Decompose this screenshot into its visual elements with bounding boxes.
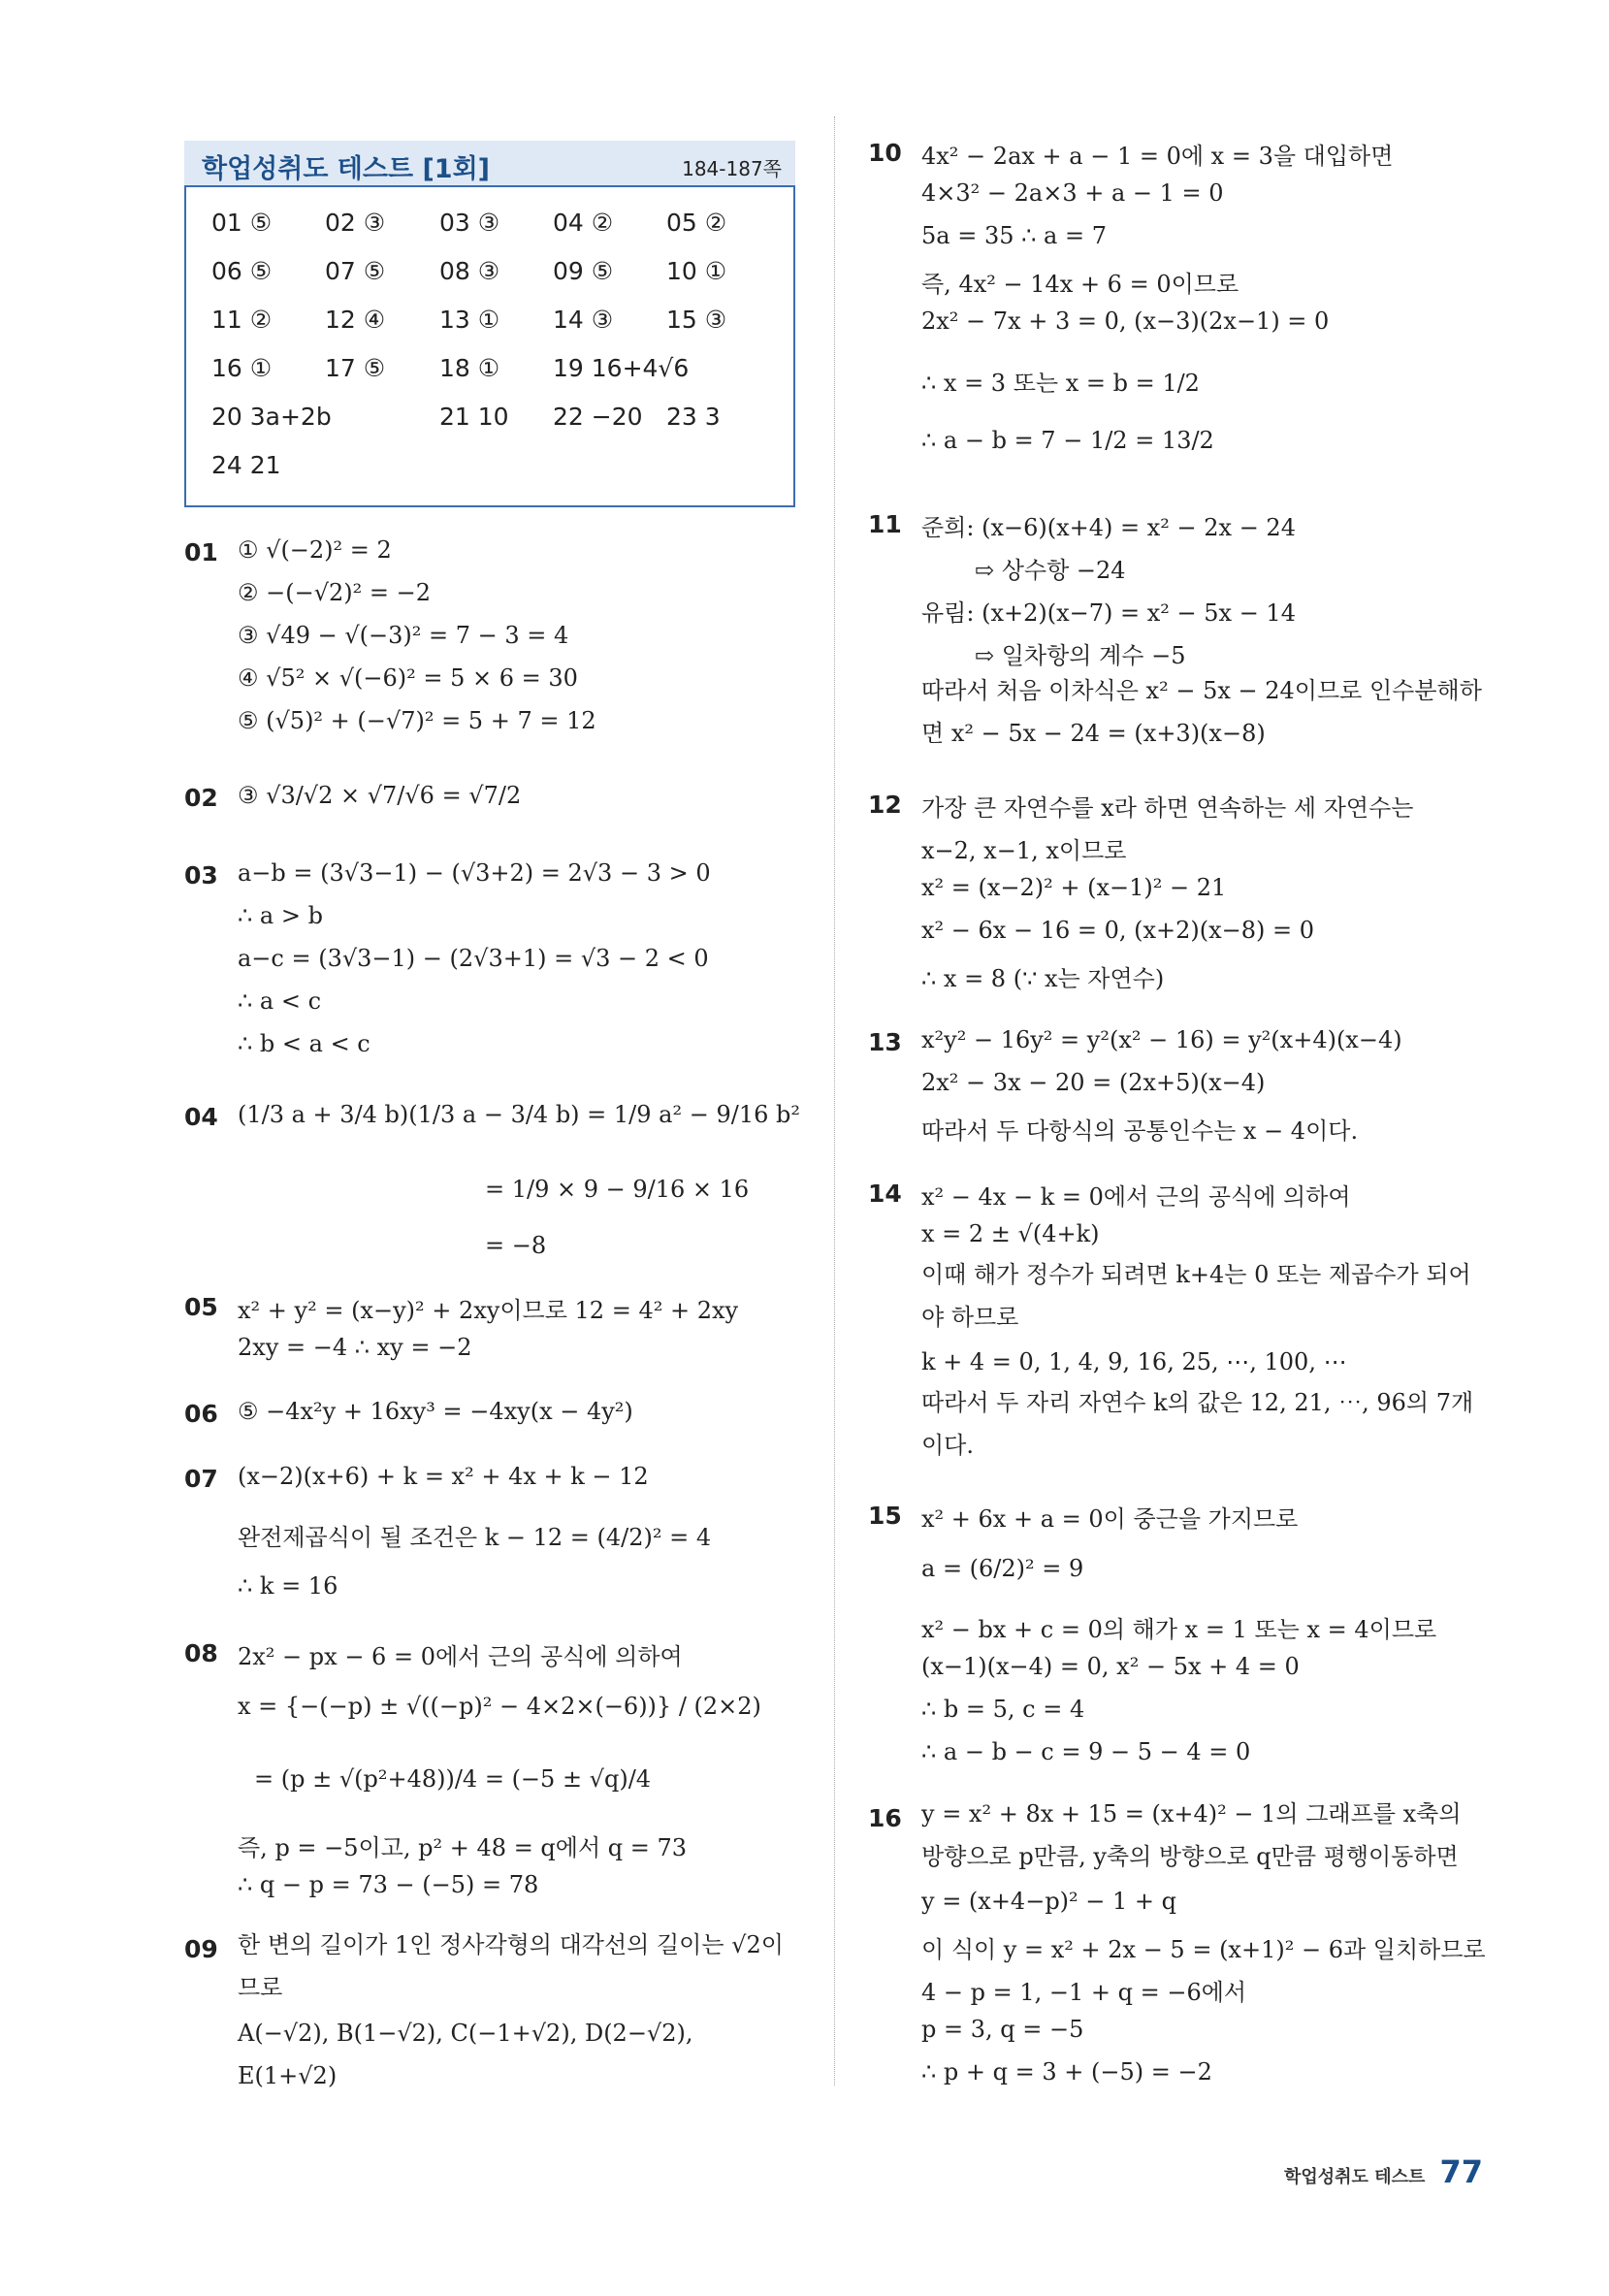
solution-line: x²y² − 16y² = y²(x² − 16) = y²(x+4)(x−4) — [921, 1026, 1402, 1053]
solution-paragraph: 한 변의 길이가 1인 정사각형의 대각선의 길이는 √2이므로 — [238, 1931, 784, 2001]
answer-item: 14 ③ — [553, 306, 614, 334]
problem-number: 07 — [184, 1465, 218, 1493]
solution-line: 2xy = −4 ∴ xy = −2 — [238, 1334, 472, 1361]
answer-item: 20 3a+2b — [211, 403, 332, 431]
page-number: 77 — [1439, 2153, 1483, 2190]
solution-line: 4x² − 2ax + a − 1 = 0에 x = 3을 대입하면 — [921, 143, 1394, 170]
answer-item: 18 ① — [439, 354, 500, 382]
solution-line: ③ √49 − √(−3)² = 7 − 3 = 4 — [238, 622, 569, 649]
problem-number: 06 — [184, 1400, 218, 1428]
solution-line: ⇨ 일차항의 계수 −5 — [975, 642, 1186, 669]
problem-number: 15 — [868, 1502, 902, 1530]
solution-line: p = 3, q = −5 — [921, 2016, 1084, 2043]
solution-line: ④ √5² × √(−6)² = 5 × 6 = 30 — [238, 664, 578, 692]
answer-item: 15 ③ — [666, 306, 727, 334]
solution-line: = −8 — [485, 1232, 547, 1259]
page-footer — [1284, 2153, 1483, 2190]
solution-line: a−c = (3√3−1) − (2√3+1) = √3 − 2 < 0 — [238, 945, 709, 972]
solution-line: 2x² − 3x − 20 = (2x+5)(x−4) — [921, 1069, 1266, 1096]
problem-number: 09 — [184, 1935, 218, 1963]
solution-line: 준희: (x−6)(x+4) = x² − 2x − 24 — [921, 514, 1296, 541]
answer-item: 07 ⑤ — [325, 257, 386, 285]
solution-line: ② −(−√2)² = −2 — [238, 579, 432, 606]
solution-line: x² = (x−2)² + (x−1)² − 21 — [921, 874, 1227, 901]
solution-line: ∴ k = 16 — [238, 1572, 338, 1600]
problem-number: 03 — [184, 861, 218, 889]
solution-line: a = (6/2)² = 9 — [921, 1555, 1084, 1582]
answer-item: 16 ① — [211, 354, 273, 382]
solution-line: k + 4 = 0, 1, 4, 9, 16, 25, ⋯, 100, ⋯ — [921, 1348, 1347, 1375]
solution-paragraph: y = x² + 8x + 15 = (x+4)² − 1의 그래프를 x축의 방향으로 p만큼, y축의 방향으로 q만큼 평행이동하면 — [921, 1800, 1462, 1870]
solution-line: ⑤ (√5)² + (−√7)² = 5 + 7 = 12 — [238, 707, 596, 734]
solution-line: x² − 6x − 16 = 0, (x+2)(x−8) = 0 — [921, 917, 1315, 944]
solution-line: ∴ x = 3 또는 x = b = 1/2 — [921, 370, 1200, 397]
answer-item: 01 ⑤ — [211, 209, 273, 237]
solution-paragraph: 이때 해가 정수가 되려면 k+4는 0 또는 제곱수가 되어야 하므로 — [921, 1261, 1471, 1331]
solution-line: y = (x+4−p)² − 1 + q — [921, 1888, 1177, 1915]
solution-line: ∴ a − b − c = 9 − 5 − 4 = 0 — [921, 1738, 1251, 1765]
answer-item: 24 21 — [211, 451, 281, 479]
problem-number: 10 — [868, 139, 902, 167]
solution-line: ∴ a − b = 7 − 1/2 = 13/2 — [921, 427, 1214, 454]
solution-line: A(−√2), B(1−√2), C(−1+√2), D(2−√2), — [238, 2020, 693, 2047]
solution-line: E(1+√2) — [238, 2062, 338, 2089]
solution-line: 따라서 두 다항식의 공통인수는 x − 4이다. — [921, 1117, 1359, 1145]
problem-number: 08 — [184, 1639, 218, 1667]
solution-line: = (p ± √(p²+48))/4 = (−5 ± √q)/4 — [254, 1765, 652, 1793]
problem-number: 16 — [868, 1804, 902, 1832]
solution-line: x = {−(−p) ± √((−p)² − 4×2×(−6))} / (2×2) — [238, 1693, 761, 1720]
column-divider — [834, 116, 835, 2086]
problem-number: 12 — [868, 791, 902, 819]
solution-line: x² − bx + c = 0의 해가 x = 1 또는 x = 4이므로 — [921, 1616, 1437, 1643]
solution-line: ∴ q − p = 73 − (−5) = 78 — [238, 1871, 539, 1898]
solution-line: ∴ b = 5, c = 4 — [921, 1696, 1085, 1723]
answer-key-grid — [184, 185, 795, 507]
solution-line: x² + 6x + a = 0이 중근을 가지므로 — [921, 1505, 1299, 1533]
answer-item: 23 3 — [666, 403, 721, 431]
answer-item: 22 −20 — [553, 403, 643, 431]
answer-item: 05 ② — [666, 209, 727, 237]
solution-line: 이 식이 y = x² + 2x − 5 = (x+1)² − 6과 일치하므로 — [921, 1936, 1486, 1963]
solution-line: 완전제곱식이 될 조건은 k − 12 = (4/2)² = 4 — [238, 1524, 712, 1551]
solution-line: = 1/9 × 9 − 9/16 × 16 — [485, 1176, 750, 1203]
answer-item: 10 ① — [666, 257, 727, 285]
solution-line: 2x² − 7x + 3 = 0, (x−3)(2x−1) = 0 — [921, 307, 1330, 335]
answer-item: 11 ② — [211, 306, 273, 334]
answer-item: 08 ③ — [439, 257, 500, 285]
answer-box-pages: 184-187쪽 — [682, 157, 782, 180]
solution-line: (1/3 a + 3/4 b)(1/3 a − 3/4 b) = 1/9 a² − 9/16 b² — [238, 1101, 800, 1128]
problem-number: 14 — [868, 1180, 902, 1208]
problem-number: 04 — [184, 1103, 218, 1131]
solution-line: 즉, p = −5이고, p² + 48 = q에서 q = 73 — [238, 1834, 688, 1861]
solution-line: x² + y² = (x−y)² + 2xy이므로 12 = 4² + 2xy — [238, 1297, 739, 1324]
answer-item: 02 ③ — [325, 209, 386, 237]
answer-box-header — [184, 141, 795, 185]
solution-line: ① √(−2)² = 2 — [238, 536, 392, 564]
solution-line: 유림: (x+2)(x−7) = x² − 5x − 14 — [921, 599, 1296, 627]
answer-item: 06 ⑤ — [211, 257, 273, 285]
solution-paragraph: 따라서 두 자리 자연수 k의 값은 12, 21, ⋯, 96의 7개이다. — [921, 1389, 1474, 1459]
solution-line: ∴ p + q = 3 + (−5) = −2 — [921, 2058, 1212, 2086]
answer-item: 21 10 — [439, 403, 509, 431]
solution-line: (x−1)(x−4) = 0, x² − 5x + 4 = 0 — [921, 1653, 1300, 1680]
solution-line: 5a = 35 ∴ a = 7 — [921, 222, 1107, 249]
answer-item: 12 ④ — [325, 306, 386, 334]
solution-line: x² − 4x − k = 0에서 근의 공식에 의하여 — [921, 1183, 1351, 1211]
problem-number: 13 — [868, 1028, 902, 1056]
solution-line: ∴ x = 8 (∵ x는 자연수) — [921, 965, 1165, 992]
solution-line: x = 2 ± √(4+k) — [921, 1220, 1100, 1247]
answer-item: 13 ① — [439, 306, 500, 334]
problem-number: 11 — [868, 510, 902, 538]
solution-line: 2x² − px − 6 = 0에서 근의 공식에 의하여 — [238, 1643, 683, 1670]
solution-line: 가장 큰 자연수를 x라 하면 연속하는 세 자연수는 — [921, 794, 1414, 822]
solution-line: ③ √3/√2 × √7/√6 = √7/2 — [238, 782, 522, 809]
problem-number: 01 — [184, 538, 218, 566]
solution-line: x−2, x−1, x이므로 — [921, 837, 1127, 864]
answer-item: 03 ③ — [439, 209, 500, 237]
problem-number: 02 — [184, 784, 218, 812]
answer-item: 09 ⑤ — [553, 257, 614, 285]
answer-box-title: 학업성취도 테스트 [1회] — [202, 154, 491, 184]
solution-line: a−b = (3√3−1) − (√3+2) = 2√3 − 3 > 0 — [238, 859, 711, 887]
solution-line: 4 − p = 1, −1 + q = −6에서 — [921, 1979, 1247, 2006]
footer-label: 학업성취도 테스트 — [1284, 2167, 1426, 2187]
solution-line: 즉, 4x² − 14x + 6 = 0이므로 — [921, 271, 1239, 298]
answer-item: 17 ⑤ — [325, 354, 386, 382]
solution-line: ⑤ −4x²y + 16xy³ = −4xy(x − 4y²) — [238, 1398, 633, 1425]
solution-line: ⇨ 상수항 −24 — [975, 557, 1126, 584]
solution-line: ∴ a < c — [238, 987, 322, 1015]
solution-line: 4×3² − 2a×3 + a − 1 = 0 — [921, 179, 1224, 207]
solution-line: ∴ a > b — [238, 902, 323, 929]
answer-item: 19 16+4√6 — [553, 354, 690, 382]
answer-item: 04 ② — [553, 209, 614, 237]
solution-line: (x−2)(x+6) + k = x² + 4x + k − 12 — [238, 1463, 649, 1490]
solution-line: ∴ b < a < c — [238, 1030, 370, 1057]
solution-paragraph: 따라서 처음 이차식은 x² − 5x − 24이므로 인수분해하면 x² − 5x − 24 = (x+3)(x−8) — [921, 677, 1482, 747]
problem-number: 05 — [184, 1293, 218, 1321]
